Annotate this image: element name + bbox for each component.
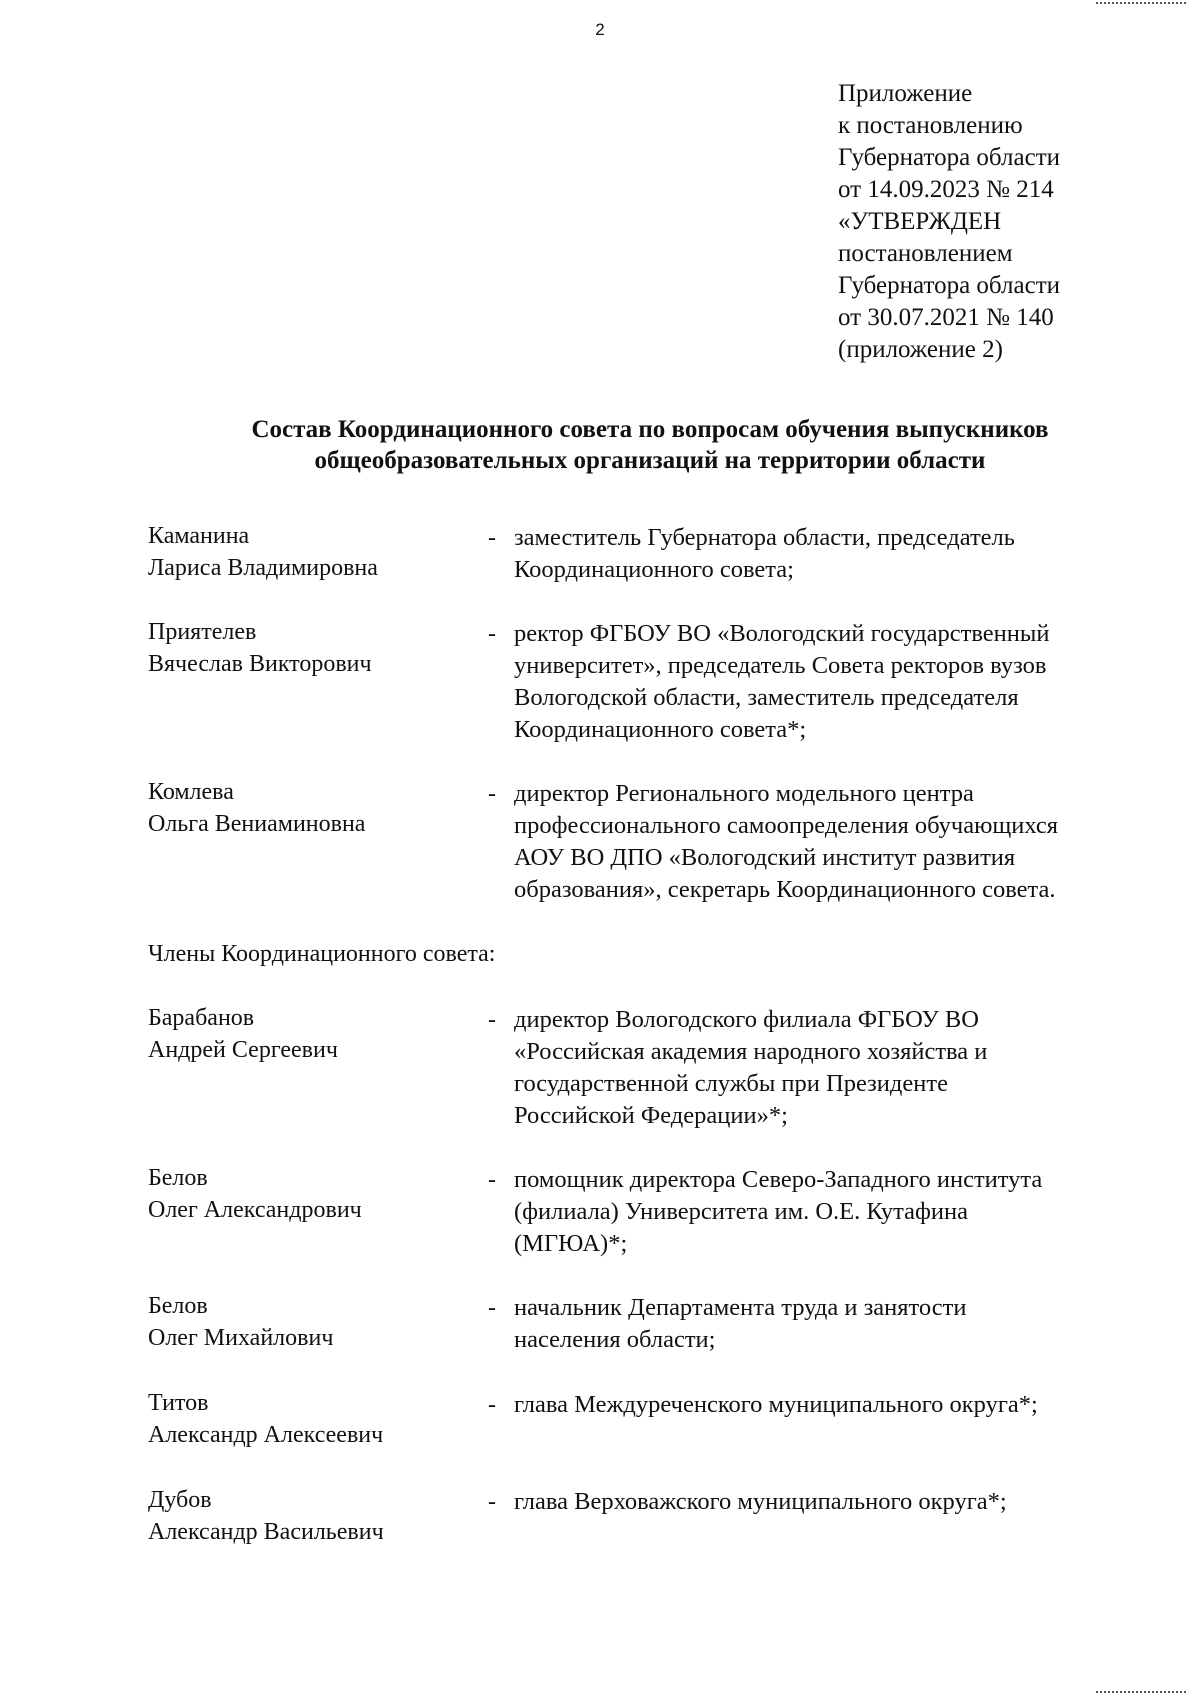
appendix-line: от 14.09.2023 № 214 [838,176,1054,203]
role-line: глава Верховажского муниципального округа*; [514,1488,1007,1515]
role-line: помощник директора Северо-Западного института [514,1166,1043,1193]
role-line: образования», секретарь Координационного совета. [514,876,1056,903]
dash: - [488,1007,496,1033]
given-names: Александр Васильевич [148,1519,384,1545]
person-name [148,1162,468,1226]
appendix-line: Губернатора области [838,272,1060,299]
appendix-line: Губернатора области [838,144,1060,171]
role-line: (филиала) Университета им. О.Е. Кутафина [514,1198,968,1225]
scan-edge-mark-top [1096,2,1186,6]
appendix-line: «УТВЕРЖДЕН [838,208,1002,235]
appendix-line: от 30.07.2021 № 140 [838,304,1054,331]
role-line: «Российская академия народного хозяйства и [514,1038,988,1065]
surname: Дубов [148,1487,212,1513]
surname: Барабанов [148,1005,255,1031]
person-name [148,776,468,840]
role-line: Координационного совета; [514,556,794,583]
appendix-line: Приложение [838,80,973,107]
title-line: общеобразовательных организаций на территории области [314,447,986,474]
person-name [148,1290,468,1354]
surname: Каманина [148,523,250,549]
given-names: Лариса Владимировна [148,555,378,581]
role-line: государственной службы при Президенте [514,1070,948,1097]
person-name [148,520,468,584]
page-number: 2 [595,20,605,39]
person-role [514,618,1154,746]
dash: - [488,781,496,807]
given-names: Олег Александрович [148,1197,362,1223]
role-line: заместитель Губернатора области, председатель [514,524,1015,551]
dash: - [488,525,496,551]
members-heading: Члены Координационного совета: [148,941,496,967]
surname: Титов [148,1390,209,1416]
dash: - [488,621,496,647]
given-names: Андрей Сергеевич [148,1037,338,1063]
dash: - [488,1167,496,1193]
person-name [148,1002,468,1066]
given-names: Александр Алексеевич [148,1422,384,1448]
appendix-line: постановлением [838,240,1013,267]
person-name [148,1484,468,1548]
person-role [514,1164,1154,1260]
scan-edge-mark-bottom [1096,1691,1186,1695]
dash: - [488,1295,496,1321]
given-names: Ольга Вениаминовна [148,811,366,837]
appendix-header [838,78,1060,366]
surname: Белов [148,1293,208,1319]
title-line: Состав Координационного совета по вопросам обучения выпускников [251,416,1049,443]
surname: Приятелев [148,619,257,645]
document-title [100,414,1200,476]
given-names: Вячеслав Викторович [148,651,372,677]
dash: - [488,1392,496,1418]
role-line: директор Вологодского филиала ФГБОУ ВО [514,1006,979,1033]
person-name [148,616,468,680]
role-line: Координационного совета*; [514,716,807,743]
appendix-line: (приложение 2) [838,336,1003,363]
role-line: профессионального самоопределения обучающихся [514,812,1059,839]
person-name [148,1387,468,1451]
role-line: (МГЮА)*; [514,1230,628,1257]
role-line: Российской Федерации»*; [514,1102,788,1129]
role-line: глава Междуреченского муниципального округа*; [514,1391,1038,1418]
role-line: Вологодской области, заместитель председателя [514,684,1019,711]
person-role [514,778,1154,906]
surname: Белов [148,1165,208,1191]
person-role [514,1389,1154,1421]
person-role [514,1004,1154,1132]
surname: Комлева [148,779,234,805]
dash: - [488,1489,496,1515]
given-names: Олег Михайлович [148,1325,334,1351]
person-role [514,522,1154,586]
role-line: директор Регионального модельного центра [514,780,974,807]
role-line: АОУ ВО ДПО «Вологодский институт развития [514,844,1016,871]
person-role [514,1486,1154,1518]
appendix-line: к постановлению [838,112,1023,139]
role-line: населения области; [514,1326,716,1353]
role-line: университет», председатель Совета ректоров вузов [514,652,1047,679]
role-line: начальник Департамента труда и занятости [514,1294,967,1321]
person-role [514,1292,1154,1356]
role-line: ректор ФГБОУ ВО «Вологодский государственный [514,620,1050,647]
